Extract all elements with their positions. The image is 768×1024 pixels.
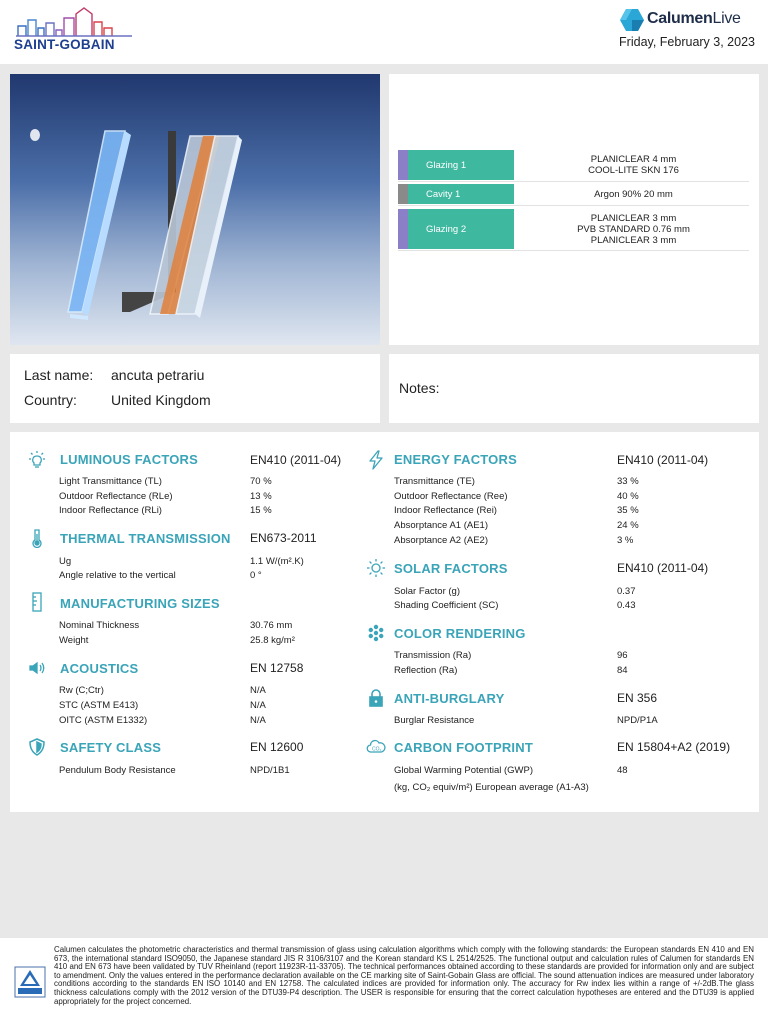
safety-class-standard: EN 12600 bbox=[250, 740, 304, 754]
page-header bbox=[0, 0, 768, 64]
svg-text:CO₂: CO₂ bbox=[372, 746, 382, 753]
country-row bbox=[24, 392, 211, 408]
prop-value: N/A bbox=[250, 715, 266, 726]
prop-label: Ug bbox=[59, 556, 72, 567]
prop-label: STC (ASTM E413) bbox=[59, 700, 139, 711]
prop-label: OITC (ASTM E1332) bbox=[59, 715, 148, 726]
composition-label: Glazing 2 bbox=[408, 209, 514, 249]
luminous-factors-title: LUMINOUS FACTORS bbox=[60, 452, 199, 467]
carbon-footprint-title: CARBON FOOTPRINT bbox=[394, 740, 533, 755]
anti-burglary-title: ANTI-BURGLARY bbox=[394, 691, 505, 706]
composition-line: PLANICLEAR 4 mm bbox=[590, 154, 677, 165]
prop-value: 13 % bbox=[250, 491, 272, 502]
composition-row-cavity-1 bbox=[398, 184, 749, 204]
customer-info-panel bbox=[10, 354, 380, 423]
prop-label: Solar Factor (g) bbox=[394, 586, 460, 597]
lock-icon bbox=[366, 688, 386, 708]
prop-value: 0 ° bbox=[250, 570, 262, 581]
prop-value: 0.37 bbox=[617, 586, 636, 597]
report-date: Friday, February 3, 2023 bbox=[619, 35, 755, 49]
prop-label: Absorptance A1 (AE1) bbox=[394, 520, 488, 531]
tuv-certification-badge-icon bbox=[14, 966, 46, 998]
prop-label: Outdoor Reflectance (Ree) bbox=[394, 491, 508, 502]
luminous-factors-standard: EN410 (2011-04) bbox=[250, 453, 342, 467]
sun-icon bbox=[366, 558, 386, 578]
composition-line: PLANICLEAR 3 mm bbox=[590, 212, 677, 224]
thermal-transmission-title: THERMAL TRANSMISSION bbox=[60, 531, 231, 546]
prop-label: Outdoor Reflectance (RLe) bbox=[59, 491, 173, 502]
performance-factors-panel bbox=[10, 432, 759, 812]
prop-value: 96 bbox=[617, 650, 628, 661]
prop-value: 48 bbox=[617, 765, 628, 776]
composition-value bbox=[518, 184, 749, 204]
prop-value: 0.43 bbox=[617, 600, 636, 611]
ruler-icon bbox=[27, 592, 47, 612]
safety-class-title: SAFETY CLASS bbox=[60, 740, 162, 755]
prop-label: Absorptance A2 (AE2) bbox=[394, 535, 488, 546]
solar-factors-title: SOLAR FACTORS bbox=[394, 561, 508, 576]
prop-label: Indoor Reflectance (Rei) bbox=[394, 505, 497, 516]
calumen-logo-icon bbox=[620, 9, 644, 31]
manufacturing-sizes-title: MANUFACTURING SIZES bbox=[60, 596, 220, 611]
co2-cloud-icon bbox=[366, 737, 386, 757]
prop-value: 25.8 kg/m² bbox=[250, 635, 295, 646]
prop-value: 1.1 W/(m².K) bbox=[250, 556, 304, 567]
prop-value: 40 % bbox=[617, 491, 639, 502]
prop-label: Reflection (Ra) bbox=[394, 665, 458, 676]
country-value: United Kingdom bbox=[111, 392, 211, 408]
composition-line: Argon 90% 20 mm bbox=[594, 188, 673, 200]
speaker-icon bbox=[27, 658, 47, 678]
glass-unit-render bbox=[10, 74, 380, 345]
anti-burglary-standard: EN 356 bbox=[617, 691, 658, 705]
saint-gobain-wordmark: SAINT-GOBAIN bbox=[14, 37, 115, 52]
prop-label: Transmission (Ra) bbox=[394, 650, 472, 661]
prop-value: 15 % bbox=[250, 505, 272, 516]
color-rendering-title: COLOR RENDERING bbox=[394, 626, 526, 641]
notes-panel bbox=[389, 354, 759, 423]
prop-value: NPD/P1A bbox=[617, 715, 658, 726]
prop-value: 30.76 mm bbox=[250, 620, 293, 631]
composition-line: PVB STANDARD 0.76 mm bbox=[577, 223, 690, 235]
composition-row-glazing-1 bbox=[398, 150, 749, 180]
prop-value: N/A bbox=[250, 685, 266, 696]
prop-label: Global Warming Potential (GWP) bbox=[394, 765, 534, 776]
acoustics-standard: EN 12758 bbox=[250, 661, 304, 675]
prop-value: 84 bbox=[617, 665, 628, 676]
composition-line: COOL-LITE SKN 176 bbox=[588, 165, 679, 176]
composition-label: Glazing 1 bbox=[408, 150, 514, 180]
legal-disclaimer: Calumen calculates the photometric characteristics and thermal transmission of glass using calculation algorithms which comply with the following standards: the European standards EN 410 and EN 673, the international standard ISO9050, the Japanese standard JIS R 3106/3107 and the Korean standard KS L 2514/2525. The functional output and calculation rules of Calumen for standards EN 410 and EN 673 have been validated by TUV Rheinland (report 11923R-11-33705). The technical performances obtained according to these standards are provided for information only and are subject to amendment. Only the values entered in the performance declaration available on the CE marking site of Saint-Gobain Glass are official. The sound attenuation indices are measured under laboratory conditions according to the standards EN ISO 10140 and EN 12758. The calculated indices are provided for information only. The accuracy for Rw index lies within a range of +/-2dB.The glass thickness calculations comply with the 2012 version of the DTU39-P4 description. The USER is responsible for ensuring that the correct calculation hypotheses are entered and the DTU39 is applied appropriately for the project concerned. bbox=[54, 945, 754, 1006]
thermometer-icon bbox=[27, 528, 47, 548]
composition-line: PLANICLEAR 3 mm bbox=[590, 234, 677, 246]
prop-value: 35 % bbox=[617, 505, 639, 516]
last-name-value: ancuta petrariu bbox=[111, 367, 205, 383]
live-text: Live bbox=[712, 10, 741, 27]
composition-value bbox=[518, 209, 749, 249]
bulb-icon bbox=[27, 450, 47, 470]
composition-type-bar bbox=[398, 184, 408, 204]
prop-label: Burglar Resistance bbox=[394, 715, 475, 726]
glazing-composition-panel bbox=[389, 74, 759, 345]
composition-value bbox=[518, 150, 749, 180]
color-wheel-icon bbox=[366, 623, 386, 643]
prop-value: 70 % bbox=[250, 476, 272, 487]
prop-value: 3 % bbox=[617, 535, 634, 546]
composition-label: Cavity 1 bbox=[408, 184, 514, 204]
prop-label: Pendulum Body Resistance bbox=[59, 765, 176, 776]
shield-icon bbox=[27, 737, 47, 757]
last-name-row bbox=[24, 367, 204, 383]
composition-row-glazing-2 bbox=[398, 209, 749, 249]
prop-label: Nominal Thickness bbox=[59, 620, 140, 631]
calumen-wordmark bbox=[647, 10, 741, 28]
thermal-transmission-standard: EN673-2011 bbox=[250, 531, 317, 545]
energy-factors-standard: EN410 (2011-04) bbox=[617, 453, 709, 467]
carbon-footprint-standard: EN 15804+A2 (2019) bbox=[617, 740, 731, 754]
prop-label: (kg, CO₂ equiv/m²) European average (A1-A3) bbox=[394, 782, 589, 793]
row-divider bbox=[398, 205, 749, 206]
prop-label: Transmittance (TE) bbox=[394, 476, 475, 487]
prop-value: 33 % bbox=[617, 476, 639, 487]
row-divider bbox=[398, 250, 749, 251]
prop-value: NPD/1B1 bbox=[250, 765, 290, 776]
last-name-label: Last name: bbox=[24, 367, 94, 383]
prop-label: Light Transmittance (TL) bbox=[59, 476, 162, 487]
calumen-text: Calumen bbox=[647, 10, 713, 27]
composition-type-bar bbox=[398, 209, 408, 249]
glazing-illustration bbox=[10, 74, 380, 345]
prop-label: Indoor Reflectance (RLi) bbox=[59, 505, 162, 516]
notes-label: Notes: bbox=[399, 380, 440, 396]
prop-value: N/A bbox=[250, 700, 266, 711]
prop-label: Weight bbox=[59, 635, 89, 646]
country-label: Country: bbox=[24, 392, 77, 408]
solar-factors-standard: EN410 (2011-04) bbox=[617, 561, 709, 575]
prop-value: 24 % bbox=[617, 520, 639, 531]
acoustics-title: ACOUSTICS bbox=[60, 661, 139, 676]
prop-label: Shading Coefficient (SC) bbox=[394, 600, 499, 611]
energy-factors-title: ENERGY FACTORS bbox=[394, 452, 517, 467]
composition-type-bar bbox=[398, 150, 408, 180]
prop-label: Rw (C;Ctr) bbox=[59, 685, 104, 696]
lightning-icon bbox=[366, 450, 386, 470]
prop-label: Angle relative to the vertical bbox=[59, 570, 176, 581]
row-divider bbox=[398, 181, 749, 182]
